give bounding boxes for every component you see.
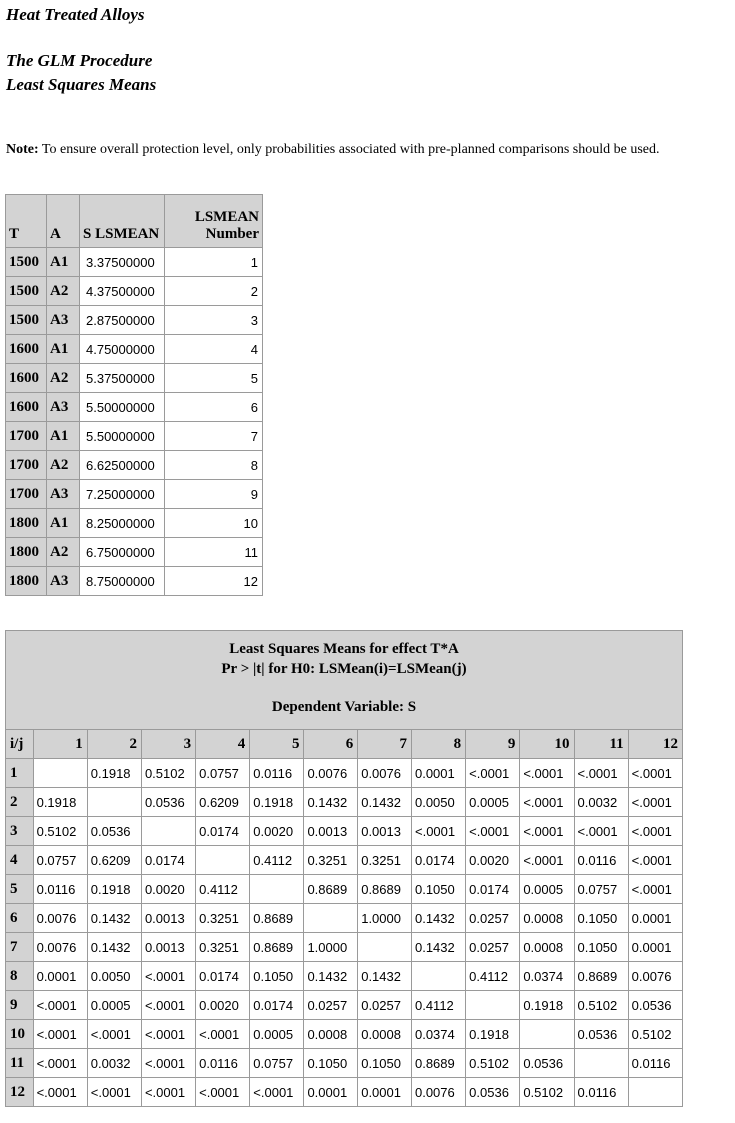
- matrix-cell: <.0001: [466, 817, 520, 846]
- matrix-cell: 0.0020: [466, 846, 520, 875]
- matrix-cell: 0.0076: [33, 933, 87, 962]
- cell-s-lsmean: 6.62500000: [80, 451, 165, 480]
- matrix-cell: <.0001: [196, 1020, 250, 1049]
- matrix-cell: [574, 1049, 628, 1078]
- matrix-cell: 0.0008: [358, 1020, 412, 1049]
- cell-t: 1500: [6, 306, 47, 335]
- note-text: To ensure overall protection level, only probabilities associated with pre-planned comparisons should be used.: [38, 142, 660, 157]
- matrix-cell: [628, 1078, 682, 1107]
- cell-s-lsmean: 7.25000000: [80, 480, 165, 509]
- matrix-cell: 0.0116: [628, 1049, 682, 1078]
- lsmeans-row: [6, 335, 263, 364]
- matrix-cell: 0.0536: [466, 1078, 520, 1107]
- matrix-cell: 0.5102: [574, 991, 628, 1020]
- matrix-cell: 0.1050: [358, 1049, 412, 1078]
- matrix-cell: [466, 991, 520, 1020]
- lsmeans-row: [6, 451, 263, 480]
- matrix-col-header: 4: [196, 730, 250, 759]
- matrix-cell: <.0001: [628, 759, 682, 788]
- cell-t: 1800: [6, 538, 47, 567]
- matrix-cell: 0.0020: [196, 991, 250, 1020]
- cell-lsmean-number: 5: [165, 364, 263, 393]
- section-title: Least Squares Means: [6, 75, 157, 94]
- header-lsmean-number: LSMEAN Number: [165, 195, 263, 248]
- matrix-cell: [520, 1020, 574, 1049]
- cell-s-lsmean: 8.25000000: [80, 509, 165, 538]
- matrix-cell: 0.0001: [33, 962, 87, 991]
- matrix-dependent-variable: Dependent Variable: S: [271, 699, 417, 715]
- matrix-row-header: 5: [6, 875, 34, 904]
- matrix-row-header: 1: [6, 759, 34, 788]
- lsmeans-row: [6, 277, 263, 306]
- matrix-cell: 0.1918: [466, 1020, 520, 1049]
- matrix-title: [6, 631, 683, 730]
- lsmeans-row: [6, 393, 263, 422]
- matrix-cell: 0.0116: [33, 875, 87, 904]
- matrix-cell: 0.0757: [250, 1049, 304, 1078]
- matrix-cell: 0.0020: [250, 817, 304, 846]
- lsmeans-row: [6, 567, 263, 596]
- matrix-cell: 0.1432: [411, 933, 465, 962]
- matrix-cell: 0.0257: [466, 933, 520, 962]
- cell-s-lsmean: 2.87500000: [80, 306, 165, 335]
- matrix-cell: 0.0001: [358, 1078, 412, 1107]
- matrix-cell: 0.1918: [87, 759, 141, 788]
- cell-t: 1500: [6, 248, 47, 277]
- matrix-cell: <.0001: [87, 1020, 141, 1049]
- cell-t: 1700: [6, 451, 47, 480]
- matrix-cell: <.0001: [141, 1049, 195, 1078]
- matrix-cell: <.0001: [33, 1078, 87, 1107]
- matrix-cell: 0.8689: [250, 933, 304, 962]
- matrix-cell: <.0001: [628, 875, 682, 904]
- lsmeans-row: [6, 248, 263, 277]
- cell-t: 1700: [6, 480, 47, 509]
- matrix-cell: <.0001: [628, 817, 682, 846]
- matrix-cell: 0.1050: [304, 1049, 358, 1078]
- matrix-row: [6, 962, 683, 991]
- matrix-cell: [87, 788, 141, 817]
- matrix-row: [6, 759, 683, 788]
- matrix-cell: [196, 846, 250, 875]
- matrix-cell: [304, 904, 358, 933]
- matrix-cell: 0.3251: [358, 846, 412, 875]
- cell-lsmean-number: 8: [165, 451, 263, 480]
- matrix-cell: <.0001: [466, 759, 520, 788]
- cell-lsmean-number: 2: [165, 277, 263, 306]
- matrix-cell: 0.1432: [304, 788, 358, 817]
- matrix-row: [6, 1078, 683, 1107]
- matrix-cell: 0.0032: [574, 788, 628, 817]
- matrix-title-line2: Pr > |t| for H0: LSMean(i)=LSMean(j): [221, 661, 467, 677]
- matrix-cell: 0.4112: [196, 875, 250, 904]
- matrix-col-header: 3: [141, 730, 195, 759]
- matrix-cell: <.0001: [141, 1078, 195, 1107]
- matrix-col-header: 1: [33, 730, 87, 759]
- matrix-cell: <.0001: [574, 759, 628, 788]
- cell-t: 1700: [6, 422, 47, 451]
- lsmeans-row: [6, 480, 263, 509]
- cell-a: A1: [47, 248, 80, 277]
- matrix-row: [6, 933, 683, 962]
- cell-t: 1600: [6, 393, 47, 422]
- cell-a: A1: [47, 335, 80, 364]
- matrix-cell: 0.0536: [520, 1049, 574, 1078]
- cell-a: A2: [47, 538, 80, 567]
- matrix-cell: 0.0008: [520, 933, 574, 962]
- matrix-cell: 0.0005: [520, 875, 574, 904]
- matrix-cell: 0.1918: [33, 788, 87, 817]
- matrix-row-header: 6: [6, 904, 34, 933]
- header-a: A: [47, 195, 80, 248]
- cell-a: A2: [47, 451, 80, 480]
- matrix-row-header: 8: [6, 962, 34, 991]
- matrix-col-header: 10: [520, 730, 574, 759]
- cell-lsmean-number: 7: [165, 422, 263, 451]
- matrix-cell: 0.0174: [466, 875, 520, 904]
- matrix-cell: 0.0013: [304, 817, 358, 846]
- matrix-cell: 0.1918: [250, 788, 304, 817]
- matrix-cell: 0.0757: [196, 759, 250, 788]
- matrix-col-header: 11: [574, 730, 628, 759]
- matrix-cell: 0.0757: [33, 846, 87, 875]
- matrix-col-header: 9: [466, 730, 520, 759]
- matrix-row: [6, 1020, 683, 1049]
- lsmeans-header-row: [6, 195, 263, 248]
- matrix-cell: 1.0000: [358, 904, 412, 933]
- matrix-cell: 0.0076: [628, 962, 682, 991]
- cell-lsmean-number: 9: [165, 480, 263, 509]
- cell-a: A1: [47, 422, 80, 451]
- matrix-cell: <.0001: [33, 991, 87, 1020]
- matrix-cell: 0.0174: [250, 991, 304, 1020]
- matrix-cell: 0.0001: [628, 933, 682, 962]
- cell-t: 1600: [6, 364, 47, 393]
- lsmeans-table: [5, 194, 263, 596]
- matrix-row-header: 2: [6, 788, 34, 817]
- matrix-cell: 0.0116: [574, 846, 628, 875]
- header-s-lsmean: S LSMEAN: [80, 195, 165, 248]
- matrix-cell: 0.0116: [250, 759, 304, 788]
- matrix-cell: 0.0005: [250, 1020, 304, 1049]
- matrix-cell: 0.1432: [87, 904, 141, 933]
- matrix-cell: 0.1432: [358, 962, 412, 991]
- matrix-title-line1: Least Squares Means for effect T*A: [229, 641, 459, 657]
- matrix-row: [6, 1049, 683, 1078]
- matrix-cell: 0.1918: [520, 991, 574, 1020]
- matrix-col-header: 8: [411, 730, 465, 759]
- cell-lsmean-number: 12: [165, 567, 263, 596]
- cell-t: 1800: [6, 509, 47, 538]
- matrix-cell: 0.1050: [411, 875, 465, 904]
- header-t: T: [6, 195, 47, 248]
- matrix-cell: <.0001: [196, 1078, 250, 1107]
- cell-s-lsmean: 8.75000000: [80, 567, 165, 596]
- cell-t: 1500: [6, 277, 47, 306]
- matrix-cell: 0.8689: [250, 904, 304, 933]
- matrix-cell: <.0001: [628, 846, 682, 875]
- matrix-cell: 0.0001: [628, 904, 682, 933]
- matrix-cell: 0.1432: [411, 904, 465, 933]
- cell-s-lsmean: 6.75000000: [80, 538, 165, 567]
- matrix-cell: 0.0005: [87, 991, 141, 1020]
- matrix-cell: 0.4112: [411, 991, 465, 1020]
- cell-a: A3: [47, 567, 80, 596]
- matrix-cell: [33, 759, 87, 788]
- cell-s-lsmean: 3.37500000: [80, 248, 165, 277]
- matrix-cell: 0.0536: [574, 1020, 628, 1049]
- matrix-cell: 0.0757: [574, 875, 628, 904]
- matrix-cell: 0.6209: [87, 846, 141, 875]
- matrix-col-header: 12: [628, 730, 682, 759]
- matrix-cell: 0.4112: [466, 962, 520, 991]
- matrix-cell: 0.0257: [304, 991, 358, 1020]
- matrix-cell: 0.0536: [628, 991, 682, 1020]
- matrix-row: [6, 788, 683, 817]
- note: [6, 142, 659, 158]
- matrix-cell: 0.1432: [358, 788, 412, 817]
- matrix-col-header: 2: [87, 730, 141, 759]
- cell-s-lsmean: 5.50000000: [80, 393, 165, 422]
- matrix-cell: 0.5102: [520, 1078, 574, 1107]
- matrix-cell: 0.0001: [411, 759, 465, 788]
- matrix-cell: 0.8689: [304, 875, 358, 904]
- matrix-cell: 0.0050: [411, 788, 465, 817]
- matrix-cell: 0.1918: [87, 875, 141, 904]
- matrix-cell: 0.0032: [87, 1049, 141, 1078]
- matrix-cell: [358, 933, 412, 962]
- matrix-cell: 0.0020: [141, 875, 195, 904]
- cell-lsmean-number: 6: [165, 393, 263, 422]
- matrix-row: [6, 904, 683, 933]
- matrix-cell: 0.0536: [141, 788, 195, 817]
- matrix-cell: 0.8689: [411, 1049, 465, 1078]
- matrix-cell: 0.1050: [574, 933, 628, 962]
- matrix-cell: <.0001: [520, 788, 574, 817]
- matrix-cell: 0.0374: [520, 962, 574, 991]
- matrix-cell: <.0001: [628, 788, 682, 817]
- note-label: Note:: [6, 142, 39, 157]
- matrix-cell: <.0001: [520, 817, 574, 846]
- matrix-cell: [250, 875, 304, 904]
- matrix-row-header: 10: [6, 1020, 34, 1049]
- matrix-cell: 0.0174: [196, 817, 250, 846]
- matrix-cell: 0.1432: [87, 933, 141, 962]
- matrix-cell: <.0001: [574, 817, 628, 846]
- matrix-corner: i/j: [6, 730, 34, 759]
- matrix-cell: <.0001: [250, 1078, 304, 1107]
- matrix-cell: 0.3251: [196, 933, 250, 962]
- matrix-cell: 1.0000: [304, 933, 358, 962]
- cell-lsmean-number: 11: [165, 538, 263, 567]
- lsmeans-row: [6, 306, 263, 335]
- lsmeans-row: [6, 509, 263, 538]
- matrix-cell: 0.0008: [304, 1020, 358, 1049]
- matrix-row: [6, 991, 683, 1020]
- cell-s-lsmean: 5.37500000: [80, 364, 165, 393]
- matrix-cell: 0.6209: [196, 788, 250, 817]
- cell-s-lsmean: 4.75000000: [80, 335, 165, 364]
- cell-s-lsmean: 4.37500000: [80, 277, 165, 306]
- matrix-cell: 0.0001: [304, 1078, 358, 1107]
- matrix-cell: 0.4112: [250, 846, 304, 875]
- matrix-row-header: 9: [6, 991, 34, 1020]
- matrix-cell: [411, 962, 465, 991]
- matrix-row-header: 11: [6, 1049, 34, 1078]
- matrix-row: [6, 846, 683, 875]
- matrix-cell: 0.0374: [411, 1020, 465, 1049]
- matrix-cell: <.0001: [520, 759, 574, 788]
- cell-s-lsmean: 5.50000000: [80, 422, 165, 451]
- cell-a: A2: [47, 277, 80, 306]
- matrix-cell: 0.0005: [466, 788, 520, 817]
- matrix-cell: <.0001: [520, 846, 574, 875]
- lsmeans-row: [6, 364, 263, 393]
- cell-t: 1800: [6, 567, 47, 596]
- matrix-cell: 0.0013: [358, 817, 412, 846]
- matrix-cell: 0.8689: [574, 962, 628, 991]
- matrix-cell: 0.5102: [466, 1049, 520, 1078]
- matrix-cell: 0.8689: [358, 875, 412, 904]
- matrix-header-row: [6, 730, 683, 759]
- matrix-row: [6, 875, 683, 904]
- matrix-col-header: 5: [250, 730, 304, 759]
- matrix-cell: 0.1050: [574, 904, 628, 933]
- matrix-col-header: 7: [358, 730, 412, 759]
- matrix-cell: 0.0174: [141, 846, 195, 875]
- cell-a: A3: [47, 306, 80, 335]
- matrix-row-header: 12: [6, 1078, 34, 1107]
- matrix-row-header: 3: [6, 817, 34, 846]
- matrix-cell: 0.3251: [304, 846, 358, 875]
- matrix-cell: 0.0116: [196, 1049, 250, 1078]
- lsmeans-row: [6, 538, 263, 567]
- cell-a: A3: [47, 480, 80, 509]
- matrix-cell: 0.0536: [87, 817, 141, 846]
- matrix-row: [6, 817, 683, 846]
- matrix-cell: 0.5102: [141, 759, 195, 788]
- matrix-cell: 0.0008: [520, 904, 574, 933]
- matrix-cell: 0.0257: [358, 991, 412, 1020]
- matrix-cell: 0.1050: [250, 962, 304, 991]
- matrix-cell: <.0001: [141, 962, 195, 991]
- cell-lsmean-number: 4: [165, 335, 263, 364]
- procedure-title: The GLM Procedure: [6, 51, 153, 70]
- cell-lsmean-number: 10: [165, 509, 263, 538]
- pvalue-matrix-table: [5, 630, 683, 1107]
- cell-a: A2: [47, 364, 80, 393]
- cell-a: A1: [47, 509, 80, 538]
- matrix-cell: 0.0076: [358, 759, 412, 788]
- matrix-cell: [141, 817, 195, 846]
- matrix-cell: 0.0174: [196, 962, 250, 991]
- matrix-cell: 0.0116: [574, 1078, 628, 1107]
- cell-lsmean-number: 3: [165, 306, 263, 335]
- matrix-cell: 0.5102: [628, 1020, 682, 1049]
- matrix-cell: <.0001: [87, 1078, 141, 1107]
- matrix-cell: 0.0050: [87, 962, 141, 991]
- matrix-cell: <.0001: [141, 1020, 195, 1049]
- cell-a: A3: [47, 393, 80, 422]
- lsmeans-row: [6, 422, 263, 451]
- matrix-cell: <.0001: [411, 817, 465, 846]
- matrix-col-header: 6: [304, 730, 358, 759]
- matrix-cell: 0.0076: [33, 904, 87, 933]
- matrix-title-row: [6, 631, 683, 730]
- matrix-cell: 0.0076: [411, 1078, 465, 1107]
- matrix-cell: <.0001: [33, 1020, 87, 1049]
- matrix-row-header: 4: [6, 846, 34, 875]
- matrix-cell: 0.0257: [466, 904, 520, 933]
- matrix-cell: 0.3251: [196, 904, 250, 933]
- matrix-cell: 0.5102: [33, 817, 87, 846]
- matrix-cell: <.0001: [33, 1049, 87, 1078]
- cell-t: 1600: [6, 335, 47, 364]
- report-title: Heat Treated Alloys: [6, 5, 145, 24]
- matrix-cell: 0.0174: [411, 846, 465, 875]
- matrix-cell: 0.0013: [141, 904, 195, 933]
- matrix-row-header: 7: [6, 933, 34, 962]
- cell-lsmean-number: 1: [165, 248, 263, 277]
- matrix-cell: 0.1432: [304, 962, 358, 991]
- matrix-cell: <.0001: [141, 991, 195, 1020]
- matrix-cell: 0.0076: [304, 759, 358, 788]
- matrix-cell: 0.0013: [141, 933, 195, 962]
